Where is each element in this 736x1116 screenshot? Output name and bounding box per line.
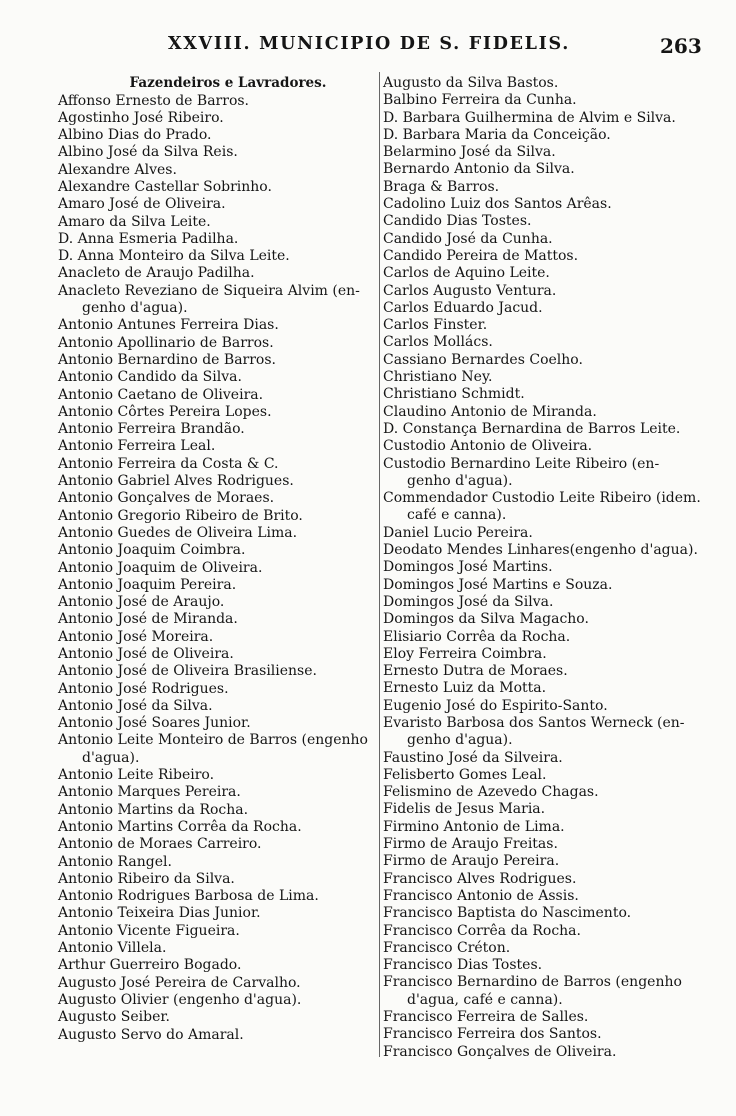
list-item	[58, 698, 378, 715]
list-item	[58, 438, 378, 455]
list-item	[383, 300, 699, 317]
entry-text: Cassiano Bernardes Coelho.	[383, 351, 583, 368]
list-item	[58, 594, 378, 611]
list-item	[58, 681, 378, 698]
list-item	[383, 542, 699, 559]
list-item	[383, 265, 699, 282]
entry-text: Claudino Antonio de Miranda.	[383, 403, 597, 420]
list-item	[58, 196, 378, 213]
entry-text: Francisco Ferreira dos Santos.	[383, 1026, 602, 1043]
entry-text: Antonio José Rodrigues.	[58, 680, 229, 697]
entry-text: Antonio José Moreira.	[58, 628, 214, 645]
entry-text: Antonio José de Oliveira Brasiliense.	[58, 663, 317, 680]
list-item	[58, 508, 378, 525]
list-item	[383, 594, 699, 611]
entry-text: Albino Dias do Prado.	[58, 127, 212, 144]
right-column	[383, 75, 699, 1061]
list-item	[383, 231, 699, 248]
list-item	[383, 888, 699, 905]
entry-text: Domingos da Silva Magacho.	[383, 611, 589, 628]
list-item	[383, 559, 699, 576]
list-item	[383, 819, 699, 836]
list-item	[58, 404, 378, 421]
list-item	[58, 577, 378, 594]
entry-text: Anacleto de Araujo Padilha.	[58, 265, 255, 282]
list-item	[383, 767, 699, 784]
entry-text: Francisco Antonio de Assis.	[383, 887, 579, 904]
page-header	[0, 34, 736, 60]
list-item	[383, 698, 699, 715]
entry-text: Domingos José da Silva.	[383, 593, 554, 610]
entry-text: Antonio Marques Pereira.	[58, 784, 241, 801]
entry-text: Agostinho José Ribeiro.	[58, 109, 224, 126]
list-item	[383, 456, 699, 491]
entry-text: Felisberto Gomes Leal.	[383, 766, 547, 783]
entry-text: Firmino Antonio de Lima.	[383, 818, 565, 835]
right-entry-list	[383, 75, 699, 1061]
list-item	[383, 836, 699, 853]
list-item	[383, 750, 699, 767]
entry-text: Ernesto Dutra de Moraes.	[383, 663, 568, 680]
list-item	[383, 577, 699, 594]
entry-text: D. Barbara Maria da Conceição.	[383, 126, 611, 143]
list-item	[383, 1044, 699, 1061]
list-item	[383, 386, 699, 403]
list-item	[383, 923, 699, 940]
list-item	[58, 144, 378, 161]
list-item	[58, 93, 378, 110]
list-item	[383, 283, 699, 300]
entry-text: Christiano Ney.	[383, 369, 493, 386]
list-item	[58, 629, 378, 646]
entry-text: Eloy Ferreira Coimbra.	[383, 645, 547, 662]
list-item	[58, 473, 378, 490]
entry-text: Antonio Rodrigues Barbosa de Lima.	[58, 888, 319, 905]
entry-text: Evaristo Barbosa dos Santos Werneck (en-	[383, 714, 685, 731]
entry-text: Firmo de Araujo Pereira.	[383, 853, 560, 870]
list-item	[383, 352, 699, 369]
entry-text: Antonio Joaquim de Oliveira.	[58, 559, 263, 576]
entry-text: Carlos Eduardo Jacud.	[383, 299, 543, 316]
entry-text: Cadolino Luiz dos Santos Arêas.	[383, 196, 612, 213]
list-item	[383, 1009, 699, 1026]
list-item	[383, 369, 699, 386]
left-column	[58, 75, 378, 1044]
entry-text: Augusto Servo do Amaral.	[58, 1026, 244, 1043]
entry-text: Antonio Vicente Figueira.	[58, 922, 240, 939]
list-item	[383, 940, 699, 957]
entry-text: Antonio Joaquim Pereira.	[58, 576, 237, 593]
entry-text: Eugenio José do Espirito-Santo.	[383, 697, 608, 714]
list-item	[383, 957, 699, 974]
list-item	[58, 1027, 378, 1044]
list-item	[383, 905, 699, 922]
entry-text: Antonio Côrtes Pereira Lopes.	[58, 403, 272, 420]
entry-text: Antonio Martins da Rocha.	[58, 801, 249, 818]
list-item	[58, 784, 378, 801]
list-item	[58, 715, 378, 732]
entry-text: Antonio Guedes de Oliveira Lima.	[58, 524, 298, 541]
entry-text: Affonso Ernesto de Barros.	[58, 92, 250, 109]
list-item	[58, 836, 378, 853]
entry-text: Augusto José Pereira de Carvalho.	[58, 974, 301, 991]
entry-text: Bernardo Antonio da Silva.	[383, 161, 575, 178]
entry-continuation: genho d'agua).	[407, 732, 513, 749]
entry-text: Antonio Ferreira Leal.	[58, 438, 216, 455]
list-item	[383, 490, 699, 525]
list-item	[58, 542, 378, 559]
list-item	[58, 265, 378, 282]
list-item	[58, 992, 378, 1009]
list-item	[383, 646, 699, 663]
list-item	[58, 802, 378, 819]
entry-text: Antonio Ferreira Brandão.	[58, 421, 245, 438]
list-item	[58, 456, 378, 473]
entry-text: Elisiario Corrêa da Rocha.	[383, 628, 571, 645]
list-item	[58, 611, 378, 628]
entry-text: Domingos José Martins.	[383, 559, 553, 576]
entry-text: Candido Pereira de Mattos.	[383, 247, 579, 264]
page-title: XXVIII. MUNICIPIO DE S. FIDELIS.	[168, 34, 571, 54]
list-item	[58, 352, 378, 369]
list-item	[58, 387, 378, 404]
column-divider	[379, 72, 380, 1057]
entry-text: Antonio Teixeira Dias Junior.	[58, 905, 261, 922]
entry-text: Francisco Gonçalves de Oliveira.	[383, 1043, 617, 1060]
entry-text: Amaro José de Oliveira.	[58, 196, 226, 213]
entry-text: Francisco Créton.	[383, 939, 511, 956]
list-item	[58, 819, 378, 836]
list-item	[58, 231, 378, 248]
list-item	[58, 369, 378, 386]
entry-text: D. Anna Monteiro da Silva Leite.	[58, 248, 290, 265]
entry-text: Antonio Villela.	[58, 940, 167, 957]
list-item	[383, 663, 699, 680]
entry-text: Antonio José Soares Junior.	[58, 715, 251, 732]
entry-text: Antonio Candido da Silva.	[58, 369, 242, 386]
list-item	[58, 975, 378, 992]
entry-text: Candido José da Cunha.	[383, 230, 553, 247]
entry-text: Antonio Ferreira da Costa & C.	[58, 455, 279, 472]
entry-text: Braga & Barros.	[383, 178, 500, 195]
entry-text: Carlos de Aquino Leite.	[383, 265, 550, 282]
list-item	[58, 905, 378, 922]
list-item	[383, 75, 699, 92]
entry-text: Carlos Mollács.	[383, 334, 493, 351]
list-item	[383, 179, 699, 196]
list-item	[383, 801, 699, 818]
entry-text: Ernesto Luiz da Motta.	[383, 680, 547, 697]
entry-continuation: d'agua, café e canna).	[407, 991, 563, 1008]
list-item	[58, 127, 378, 144]
list-item	[58, 646, 378, 663]
entry-text: Antonio Gabriel Alves Rodrigues.	[58, 473, 294, 490]
entry-text: Antonio Bernardino de Barros.	[58, 351, 276, 368]
entry-text: Daniel Lucio Pereira.	[383, 524, 533, 541]
list-item	[58, 421, 378, 438]
list-item	[58, 871, 378, 888]
entry-text: Antonio José de Araujo.	[58, 594, 225, 611]
left-entry-list	[58, 93, 378, 1044]
entry-text: Antonio Joaquim Coimbra.	[58, 542, 246, 559]
list-item	[383, 525, 699, 542]
entry-continuation: genho d'agua).	[82, 300, 188, 317]
entry-text: Belarmino José da Silva.	[383, 144, 556, 161]
list-item	[383, 161, 699, 178]
entry-text: Antonio Gregorio Ribeiro de Brito.	[58, 507, 303, 524]
entry-text: Domingos José Martins e Souza.	[383, 576, 613, 593]
list-item	[383, 404, 699, 421]
list-item	[58, 923, 378, 940]
entry-text: Antonio de Moraes Carreiro.	[58, 836, 262, 853]
list-item	[383, 611, 699, 628]
list-item	[58, 162, 378, 179]
list-item	[383, 317, 699, 334]
entry-text: Arthur Guerreiro Bogado.	[58, 957, 242, 974]
entry-text: Antonio José da Silva.	[58, 697, 213, 714]
list-item	[58, 248, 378, 265]
list-item	[58, 957, 378, 974]
entry-text: Francisco Ferreira de Salles.	[383, 1009, 589, 1026]
list-item	[58, 335, 378, 352]
list-item	[58, 767, 378, 784]
entry-continuation: d'agua).	[82, 749, 140, 766]
list-item	[58, 1009, 378, 1026]
list-item	[58, 525, 378, 542]
list-item	[58, 317, 378, 334]
entry-text: Alexandre Alves.	[58, 161, 177, 178]
list-item	[383, 784, 699, 801]
entry-text: Fidelis de Jesus Maria.	[383, 801, 546, 818]
list-item	[383, 629, 699, 646]
list-item	[58, 663, 378, 680]
entry-continuation: café e canna).	[407, 507, 507, 524]
entry-text: Commendador Custodio Leite Ribeiro (idem.	[383, 490, 701, 507]
list-item	[383, 110, 699, 127]
list-item	[383, 127, 699, 144]
entry-text: Candido Dias Tostes.	[383, 213, 532, 230]
entry-text: Francisco Corrêa da Rocha.	[383, 922, 581, 939]
list-item	[58, 940, 378, 957]
list-item	[383, 438, 699, 455]
entry-text: D. Barbara Guilhermina de Alvim e Silva.	[383, 109, 676, 126]
entry-text: Antonio Gonçalves de Moraes.	[58, 490, 275, 507]
entry-continuation: genho d'agua).	[407, 472, 513, 489]
entry-text: Antonio Martins Corrêa da Rocha.	[58, 818, 302, 835]
list-item	[383, 334, 699, 351]
entry-text: Augusto Seiber.	[58, 1009, 170, 1026]
entry-text: Francisco Dias Tostes.	[383, 957, 543, 974]
list-item	[58, 490, 378, 507]
list-item	[58, 110, 378, 127]
entry-text: Christiano Schmidt.	[383, 386, 525, 403]
entry-text: Augusto da Silva Bastos.	[383, 75, 559, 91]
entry-text: Francisco Alves Rodrigues.	[383, 870, 577, 887]
list-item	[383, 248, 699, 265]
list-item	[383, 680, 699, 697]
list-item	[383, 213, 699, 230]
list-item	[58, 854, 378, 871]
entry-text: Antonio José de Miranda.	[58, 611, 238, 628]
entry-text: Albino José da Silva Reis.	[58, 144, 238, 161]
list-item	[383, 196, 699, 213]
list-item	[58, 888, 378, 905]
list-item	[383, 92, 699, 109]
entry-text: Antonio Ribeiro da Silva.	[58, 870, 235, 887]
list-item	[383, 1026, 699, 1043]
entry-text: D. Anna Esmeria Padilha.	[58, 230, 239, 247]
entry-text: Antonio Apollinario de Barros.	[58, 334, 274, 351]
entry-text: Alexandre Castellar Sobrinho.	[58, 178, 272, 195]
entry-text: Antonio José de Oliveira.	[58, 646, 234, 662]
entry-text: D. Constança Bernardina de Barros Leite.	[383, 420, 681, 437]
list-item	[58, 214, 378, 231]
page-number: 263	[660, 34, 702, 58]
list-item	[383, 421, 699, 438]
entry-text: Francisco Bernardino de Barros (engenho	[383, 974, 682, 991]
entry-text: Augusto Olivier (engenho d'agua).	[58, 991, 302, 1008]
entry-text: Antonio Caetano de Oliveira.	[58, 386, 264, 403]
list-item	[58, 179, 378, 196]
list-item	[58, 560, 378, 577]
entry-text: Antonio Antunes Ferreira Dias.	[58, 317, 279, 334]
section-heading: Fazendeiros e Lavradores.	[129, 75, 327, 91]
list-item	[58, 283, 378, 318]
entry-text: Antonio Rangel.	[58, 853, 172, 870]
entry-text: Amaro da Silva Leite.	[58, 213, 211, 230]
entry-text: Deodato Mendes Linhares(engenho d'agua).	[383, 542, 698, 559]
entry-text: Antonio Leite Monteiro de Barros (engenho	[58, 732, 368, 749]
list-item	[383, 871, 699, 888]
entry-text: Custodio Bernardino Leite Ribeiro (en-	[383, 455, 660, 472]
list-item	[58, 732, 378, 767]
entry-text: Antonio Leite Ribeiro.	[58, 767, 215, 784]
list-item	[383, 715, 699, 750]
entry-text: Custodio Antonio de Oliveira.	[383, 438, 593, 455]
entry-text: Carlos Augusto Ventura.	[383, 282, 557, 299]
entry-text: Francisco Baptista do Nascimento.	[383, 905, 632, 922]
entry-text: Carlos Finster.	[383, 317, 488, 334]
entry-text: Felismino de Azevedo Chagas.	[383, 784, 599, 801]
entry-text: Balbino Ferreira da Cunha.	[383, 92, 577, 109]
list-item	[383, 974, 699, 1009]
entry-text: Firmo de Araujo Freitas.	[383, 836, 558, 853]
entry-text: Anacleto Reveziano de Siqueira Alvim (en-	[58, 282, 360, 299]
list-item	[383, 144, 699, 161]
list-item	[383, 853, 699, 870]
entry-text: Faustino José da Silveira.	[383, 749, 563, 766]
